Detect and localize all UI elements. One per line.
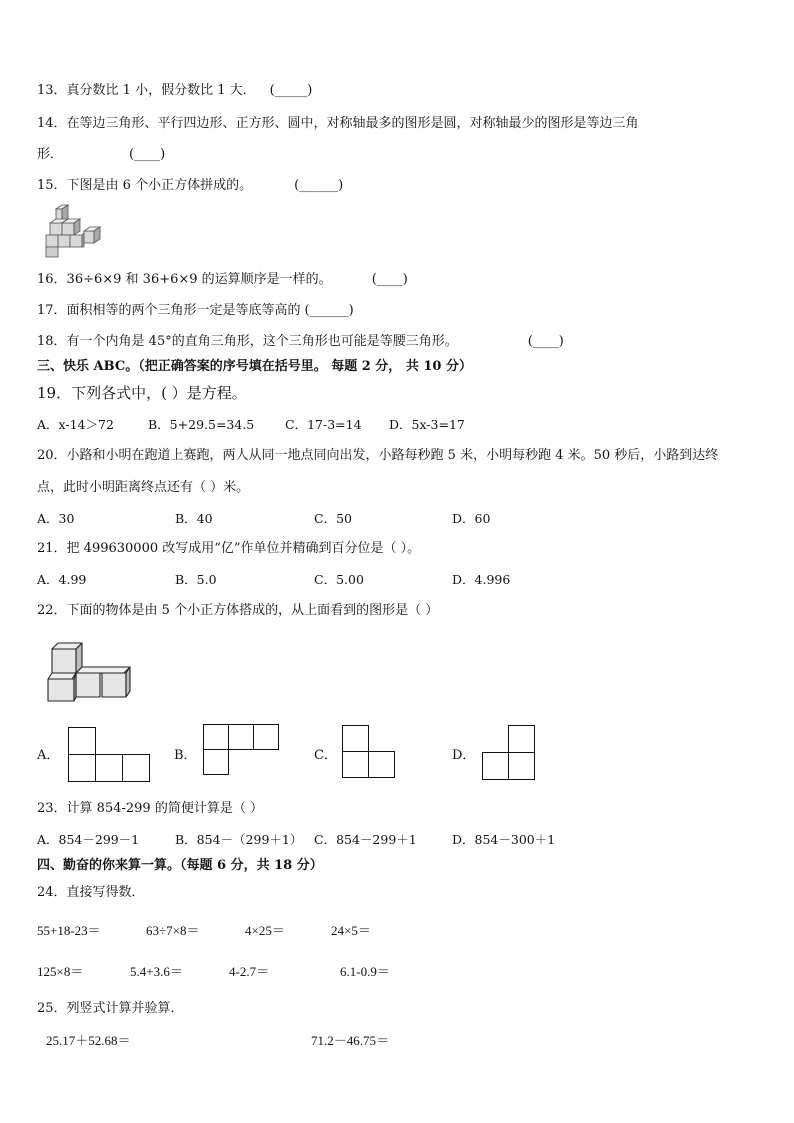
section-heading: 三、快乐 ABC。（把正确答案的序号填在括号里。 每题 2 分， 共 10 分） [37, 359, 472, 374]
option-d[interactable]: D．5x-3=17 [389, 417, 465, 432]
option-b-grid[interactable] [203, 724, 281, 778]
question-23-stem: 23．计算 854-299 的简便计算是（ ） [37, 801, 263, 816]
question-text: 18．有一个内角是 45°的直角三角形，这个三角形也可能是等腰三角形。 [37, 334, 458, 349]
option-a[interactable]: A．30 [37, 511, 75, 526]
calc-item: 4-2.7＝ [229, 964, 270, 979]
answer-blank[interactable]: (____) [527, 334, 564, 349]
answer-blank[interactable]: (______) [294, 178, 344, 193]
option-d[interactable]: D．60 [452, 511, 491, 526]
option-c[interactable]: C． [314, 748, 337, 763]
calc-item: 5.4+3.6＝ [130, 964, 183, 979]
question-19-stem: 19．下列各式中，( ）是方程。 [37, 384, 247, 402]
option-a[interactable]: A．x-14＞72 [37, 417, 114, 432]
option-b[interactable]: B．5.0 [175, 572, 217, 587]
question-text: 16．36÷6×9 和 36+6×9 的运算顺序是一样的。 [37, 272, 332, 287]
calc-item: 25.17＋52.68＝ [46, 1033, 131, 1048]
option-d[interactable]: D． [452, 748, 476, 763]
option-b[interactable]: B．5+29.5=34.5 [148, 417, 255, 432]
option-a[interactable]: A． [37, 748, 60, 763]
answer-blank[interactable]: (____) [129, 147, 166, 162]
calc-item: 6.1-0.9＝ [340, 964, 390, 979]
calc-item: 24×5＝ [331, 923, 371, 938]
option-d-grid[interactable] [482, 725, 538, 783]
question-25-stem: 25．列竖式计算并验算． [37, 1001, 184, 1016]
option-b[interactable]: B．40 [175, 511, 213, 526]
option-a[interactable]: A．4.99 [37, 572, 87, 587]
question-15 [37, 177, 343, 195]
question-20-line1: 20．小路和小明在跑道上赛跑，两人从同一地点同向出发，小路每秒跑 5 米，小明每秒跑 4 米。50 秒后，小路到达终 [37, 448, 719, 463]
option-a-grid[interactable] [68, 727, 152, 783]
answer-blank[interactable]: (_____) [269, 83, 313, 98]
calc-item: 125×8＝ [37, 964, 84, 979]
option-c[interactable]: C．50 [314, 511, 352, 526]
cube-object-icon [46, 639, 132, 703]
question-14-line1 [37, 115, 639, 133]
question-text: 形． [37, 147, 64, 162]
option-d[interactable]: D．4.996 [452, 572, 511, 587]
question-17 [37, 302, 354, 320]
question-13 [37, 82, 312, 100]
option-b[interactable]: B． [174, 748, 197, 763]
option-c[interactable]: C．5.00 [314, 572, 364, 587]
calc-item: 71.2－46.75＝ [311, 1033, 390, 1048]
option-c[interactable]: C．17-3=14 [285, 417, 362, 432]
question-22-stem: 22．下面的物体是由 5 个小正方体搭成的，从上面看到的图形是（ ） [37, 603, 439, 618]
question-20-line2: 点，此时小明距离终点还有（ ）米。 [37, 480, 250, 495]
calc-item: 55+18-23＝ [37, 923, 101, 938]
question-14-line2 [37, 146, 165, 164]
answer-blank[interactable]: (______) [304, 303, 354, 318]
question-18 [37, 333, 564, 351]
calc-item: 4×25＝ [245, 923, 285, 938]
calc-item: 63÷7×8＝ [146, 923, 200, 938]
option-c-grid[interactable] [342, 725, 398, 781]
option-d[interactable]: D．854－300＋1 [452, 832, 556, 847]
question-text: 17．面积相等的两个三角形一定是等底等高的 [37, 303, 301, 318]
option-c[interactable]: C．854－299＋1 [314, 832, 417, 847]
option-a[interactable]: A．854－299－1 [37, 832, 140, 847]
question-text: 13．真分数比 1 小，假分数比 1 大． [37, 83, 256, 98]
option-b[interactable]: B．854－（299＋1） [175, 832, 303, 847]
cube-stack-icon [44, 205, 100, 259]
answer-blank[interactable]: (____) [371, 272, 408, 287]
question-text: 14．在等边三角形、平行四边形、正方形、圆中，对称轴最多的图形是圆，对称轴最少的图形是等边三角 [37, 116, 639, 131]
section-heading: 四、勤奋的你来算一算。（每题 6 分，共 18 分） [37, 858, 323, 873]
question-24-stem: 24．直接写得数． [37, 885, 145, 900]
question-text: 15．下图是由 6 个小正方体拼成的。 [37, 178, 253, 193]
question-16 [37, 271, 408, 289]
question-21-stem: 21．把 499630000 改写成用“亿”作单位并精确到百分位是（ ）。 [37, 541, 421, 556]
